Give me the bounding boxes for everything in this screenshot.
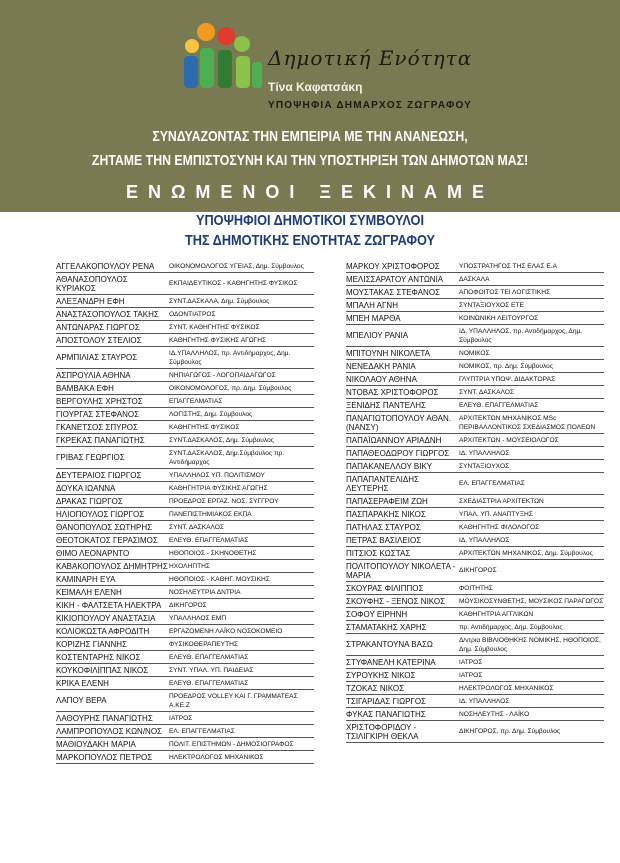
candidate-name: ΘΙΜΟ ΛΕΟΝΑΡΝΤΟ (56, 548, 130, 558)
candidate-occupation: ΔΙΚΗΓΟΡΟΣ (459, 567, 497, 574)
candidate-name: ΜΠΕΗ ΜΑΡΘΑ (346, 313, 401, 323)
candidate-name: ΓΡΙΒΑΣ ΓΕΩΡΓΙΟΣ (56, 453, 125, 462)
candidate-row (56, 625, 314, 638)
candidate-row (56, 690, 314, 712)
candidate-row (56, 295, 314, 308)
candidate-occupation: ΙΑΤΡΟΣ (459, 671, 483, 679)
candidate-occupation: ΚΑΘΗΓΗΤΗΣ ΦΥΣΙΚΟΣ (169, 423, 240, 431)
candidate-occupation: ΝΟΣΗΛΕΥΤΗΣ - ΛΑΪΚΟ (459, 710, 530, 718)
candidate-name: ΣΚΟΥΦΗΣ - ΞΕΝΟΣ ΝΙΚΟΣ (346, 596, 446, 606)
candidate-name: ΓΙΟΥΡΓΑΣ ΣΤΕΦΑΝΟΣ (56, 409, 140, 419)
candidate-row (56, 321, 314, 334)
candidate-name: ΠΑΠΑΪΩΑΝΝΟΥ ΑΡΙΑΔΝΗ (346, 435, 442, 445)
candidate-name: ΜΠΙΤΟΥΝΗ ΝΙΚΟΛΕΤΑ (346, 348, 430, 358)
candidate-occupation: ΣΧΕΔΙΑΣΤΡΙΑ ΑΡΧΙΤΕΚΤΩΝ (459, 497, 544, 505)
candidate-name: ΓΚΡΕΚΑΣ ΠΑΝΑΓΙΩΤΗΣ (56, 435, 145, 445)
candidate-occupation: ΛΟΓΙΣΤΗΣ, Δημ. Σύμβουλος (169, 410, 253, 418)
candidate-name: ΠΑΣΠΑΡΑΚΗΣ ΝΙΚΟΣ (346, 509, 426, 519)
candidate-row (346, 447, 604, 460)
candidate-occupation: ΟΙΚΟΝΟΜΟΛΟΓΟΣ, πρ. Δημ. Σύμβουλος (169, 384, 292, 392)
candidate-name: ΠΑΝΑΓΙΩΤΟΠΟΥΛΟΥ ΑΘΑΝ. (ΝΑΝΣΥ) (346, 413, 451, 432)
section-title-line-1: ΥΠΟΨΗΦΙΟΙ ΔΗΜΟΤΙΚΟΙ ΣΥΜΒΟΥΛΟΙ (195, 212, 425, 229)
candidate-name: ΦΥΚΑΣ ΠΑΝΑΓΙΩΤΗΣ (346, 709, 426, 719)
candidate-row (56, 382, 314, 395)
logo-script-text: Δημοτική Ενότητα (268, 46, 473, 70)
candidate-row (56, 260, 314, 273)
candidate-occupation: ΙΔ. ΥΠΑΛΛΗΛΟΣ (459, 697, 510, 705)
candidate-name: ΝΤΟΒΑΣ ΧΡΙΣΤΟΦΟΡΟΣ (346, 387, 439, 397)
candidate-name: ΔΡΑΚΑΣ ΓΙΩΡΓΟΣ (56, 496, 123, 506)
candidate-name: ΔΟΥΚΑ ΙΩΑΝΝΑ (56, 483, 116, 493)
candidate-name: ΞΕΝΙΔΗΣ ΠΑΝΤΕΛΗΣ (346, 400, 427, 410)
candidate-row (346, 695, 604, 708)
candidate-row (346, 325, 604, 347)
candidate-row (346, 708, 604, 721)
slogan-line-1: ΣΥΝΔΥΑΖΟΝΤΑΣ ΤΗΝ ΕΜΠΕΙΡΙΑ ΜΕ ΤΗΝ ΑΝΑΝΕΩΣΗ, (152, 128, 468, 145)
candidate-occupation: ΥΠΟΣΤΡΑΤΗΓΟΣ ΤΗΣ ΕΛΑΣ Ε.Α (459, 262, 557, 270)
candidate-name: ΚΟΡΙΖΗΣ ΓΙΑΝΝΗΣ (56, 639, 127, 649)
candidate-row (56, 573, 314, 586)
candidate-occupation: ΝΟΜΙΚΟΣ, πρ. Δημ. Σύμβουλος (459, 362, 554, 370)
candidate-occupation: Δ/ντρια ΒΙΒΛΙΟΘΗΚΗΣ ΝΟΜΙΚΗΣ, ΗΘΟΠΟΙΟΣ, Δημ. Σύμβουλος (459, 636, 601, 653)
candidate-name: ΚΑΒΑΚΟΠΟΥΛΟΣ ΔΗΜΗΤΡΗΣ (56, 561, 168, 571)
candidate-occupation: ΣΥΝΤ. ΔΑΣΚΑΛΟΣ (459, 388, 514, 396)
candidate-occupation: ΚΑΘΗΓΗΤΡΙΑ ΑΓΓΛΙΚΩΝ (459, 610, 534, 618)
candidate-row (56, 638, 314, 651)
candidate-row (56, 560, 314, 573)
candidate-occupation: ΣΥΝΤ. ΚΑΘΗΓΗΤΗΣ ΦΥΣΙΚΟΣ (169, 323, 260, 331)
candidate-name: ΠΑΤΗΛΑΣ ΣΤΑΥΡΟΣ (346, 522, 421, 532)
candidate-occupation: ΙΑΤΡΟΣ (169, 714, 193, 722)
candidate-row (346, 634, 604, 656)
candidate-row (346, 534, 604, 547)
candidate-occupation: ΙΔ. ΥΠΑΛΛΗΛΟΣ (459, 449, 510, 457)
candidate-row (56, 334, 314, 347)
candidate-row (346, 260, 604, 273)
candidate-occupation: ΥΠΑΛ. ΥΠ. ΑΝΑΠΤΥΞΗΣ (459, 510, 533, 518)
candidate-name: Τίνα Καφατσάκη (268, 80, 363, 94)
candidate-name: ΑΣΠΡΟΥΛΙΑ ΑΘΗΝΑ (56, 370, 131, 380)
candidate-row (56, 421, 314, 434)
candidate-name: ΛΑΜΠΡΟΠΟΥΛΟΣ ΚΩΝ/ΝΟΣ (56, 726, 162, 736)
candidate-name: ΚΡΙΚΑ ΕΛΕΝΗ (56, 678, 109, 688)
candidate-occupation: ΚΟΙΝΩΝΙΚΗ ΛΕΙΤΟΥΡΓΟΣ (459, 314, 539, 322)
candidate-name: ΠΑΠΑΚΑΝΕΛΛΟΥ ΒΙΚΥ (346, 461, 433, 471)
candidate-occupation: ΦΥΣΙΚΟΘΕΡΑΠΕΥΤΗΣ (169, 640, 238, 648)
candidate-name: ΠΕΤΡΑΣ ΒΑΣΙΛΕΙΟΣ (346, 535, 422, 545)
candidate-occupation: ΜΟΥΣΙΚΟΣΥΝΘΕΤΗΣ, ΜΟΥΣΙΚΟΣ ΠΑΡΑΓΩΓΟΣ (459, 597, 604, 605)
candidate-name: ΧΡΙΣΤΟΦΟΡΙΔΟΥ - ΤΣΙΛΙΓΚΙΡΗ ΘΕΚΛΑ (346, 722, 419, 741)
candidate-occupation: ΦΟΙΤΗΤΗΣ (459, 584, 493, 592)
candidate-name: ΗΛΙΟΠΟΥΛΟΣ ΓΙΩΡΓΟΣ (56, 509, 145, 519)
candidate-occupation: ΣΥΝΤΑΞΙΟΥΧΟΣ (459, 462, 510, 470)
candidate-row (56, 677, 314, 690)
candidate-occupation: ΠΟΛΙΤ. ΕΠΙΣΤΗΜΩΝ - ΔΗΜΟΣΙΟΓΡΑΦΟΣ (169, 740, 294, 748)
candidate-row (56, 369, 314, 382)
candidate-occupation: ΔΑΣΚΑΛΑ (459, 275, 490, 283)
candidate-name: ΒΕΡΓΟΥΛΗΣ ΧΡΗΣΤΟΣ (56, 396, 143, 406)
candidate-occupation: ΥΠΑΛΛΗΛΟΣ ΕΜΠ (169, 614, 227, 622)
candidate-name: ΓΚΑΝΕΤΣΟΣ ΣΠΥΡΟΣ (56, 422, 138, 432)
candidate-name: ΝΙΚΟΛΑΟΥ ΑΘΗΝΑ (346, 374, 417, 384)
candidate-occupation: ΕΛ. ΕΠΑΓΓΕΛΜΑΤΙΑΣ (169, 727, 235, 735)
candidate-occupation: ΕΚΠΑΙΔΕΥΤΙΚΟΣ - ΚΑΘΗΓΗΤΗΣ ΦΥΣΙΚΟΣ (169, 280, 298, 287)
candidate-name: ΜΕΛΙΣΣΑΡΑΤΟΥ ΑΝΤΩΝΙΑ (346, 274, 444, 284)
candidate-occupation: ΚΑΘΗΓΗΤΗΣ ΦΙΛΟΛΟΓΟΣ (459, 523, 540, 531)
candidate-occupation: ΕΛ. ΕΠΑΓΓΕΛΜΑΤΙΑΣ (459, 480, 525, 487)
candidate-row (56, 547, 314, 560)
candidate-occupation: ΗΧΟΛΗΠΤΗΣ (169, 562, 210, 570)
candidate-name: ΣΤΑΜΑΤΑΚΗΣ ΧΑΡΗΣ (346, 622, 427, 632)
candidate-name: ΘΑΝΟΠΟΥΛΟΣ ΣΩΤΗΡΗΣ (56, 522, 153, 532)
candidate-row (346, 460, 604, 473)
candidate-row (346, 273, 604, 286)
candidate-row (56, 521, 314, 534)
candidate-row (56, 751, 314, 764)
candidate-row (56, 347, 314, 369)
candidate-occupation: ΙΔ. ΥΠΑΛΛΗΛΟΣ (459, 536, 510, 544)
candidate-row (346, 286, 604, 299)
candidate-list-left (56, 260, 314, 764)
candidate-name: ΛΑΠΟΥ ΒΕΡΑ (56, 696, 107, 705)
candidate-row (346, 656, 604, 669)
candidate-row (56, 434, 314, 447)
candidate-name: ΚΑΜΙΝΑΡΗ ΕΥΑ (56, 574, 116, 584)
candidate-name: ΛΑΘΟΥΡΗΣ ΠΑΝΑΓΙΩΤΗΣ (56, 713, 153, 723)
candidate-row (56, 447, 314, 469)
candidate-row (56, 664, 314, 677)
candidate-occupation: ΕΛΕΥΘ. ΕΠΑΓΓΕΛΜΑΤΙΑΣ (459, 401, 539, 409)
candidate-name: ΣΟΦΟΥ ΕΙΡΗΝΗ (346, 609, 408, 619)
candidate-occupation: ΔΙΚΗΓΟΡΟΣ (169, 601, 207, 609)
candidate-row (346, 682, 604, 695)
candidate-name: ΜΑΡΚΟΠΟΥΛΟΣ ΠΕΤΡΟΣ (56, 752, 153, 762)
candidate-name: ΜΑΘΙΟΥΔΑΚΗ ΜΑΡΙΑ (56, 739, 136, 749)
motto: ΕΝΩΜΕΝΟΙ ΞΕΚΙΝΑΜΕ (125, 182, 495, 202)
candidate-row (56, 738, 314, 751)
candidate-row (346, 386, 604, 399)
candidate-name: ΚΟΣΤΕΝΤΑΡΗΣ ΝΙΚΟΣ (56, 652, 141, 662)
candidate-name: ΜΟΥΣΤΑΚΑΣ ΣΤΕΦΑΝΟΣ (346, 287, 440, 297)
candidate-occupation: ΝΟΣΗΛΕΥΤΡΙΑ ΔΝΤΡΙΑ (169, 588, 241, 596)
candidate-row (346, 495, 604, 508)
slogan-line-2: ΖΗΤΑΜΕ ΤΗΝ ΕΜΠΙΣΤΟΣΥΝΗ ΚΑΙ ΤΗΝ ΥΠΟΣΤΗΡΙΞΗ ΤΩΝ ΔΗΜΟΤΩΝ ΜΑΣ! (91, 152, 529, 169)
candidate-row (346, 595, 604, 608)
candidate-row (346, 621, 604, 634)
candidate-occupation: ΕΛΕΥΘ. ΕΠΑΓΓΕΛΜΑΤΙΑΣ (169, 679, 249, 687)
candidate-occupation: ΗΛΕΚΤΡΟΛΟΓΟΣ ΜΗΧΑΝΙΚΟΣ (169, 753, 264, 761)
candidate-occupation: ΑΡΧΙΤΕΚΤΩΝ - ΜΟΥΣΕΙΟΛΟΓΟΣ (459, 436, 559, 444)
candidate-occupation: ΑΡΧΙΤΕΚΤΩΝ ΜΗΧΑΝΙΚΟΣ MSc ΠΕΡΙΒΑΛΛΟΝΤΙΚΟΣ ΣΧΕΔΙΑΣΜΟΣ ΠΟΛΕΩΝ (459, 414, 596, 431)
candidate-occupation: ΕΠΑΓΓΕΛΜΑΤΙΑΣ (169, 397, 223, 405)
candidate-name: ΤΣΙΓΑΡΙΔΑΣ ΓΙΩΡΓΟΣ (346, 696, 426, 706)
candidate-name: ΑΘΑΝΑΣΟΠΟΥΛΟΣ ΚΥΡΙΑΚΟΣ (56, 274, 128, 293)
candidate-name: ΝΕΝΕΔΑΚΗ ΡΑΝΙΑ (346, 361, 416, 371)
candidate-occupation: ΗΘΟΠΟΙΟΣ - ΣΚΗΝΟΘΕΤΗΣ (169, 549, 257, 557)
candidate-row (56, 495, 314, 508)
candidate-name: ΑΝΤΩΝΑΡΑΣ ΓΙΩΡΓΟΣ (56, 322, 140, 332)
candidate-row (56, 586, 314, 599)
candidate-name: ΜΠΕΛΙΟΥ ΡΑΝΙΑ (346, 331, 409, 340)
candidate-row (346, 582, 604, 595)
candidate-occupation: ΔΙΚΗΓΟΡΟΣ, πρ. Δημ. Σύμβουλος (459, 728, 561, 735)
candidate-row (56, 469, 314, 482)
candidate-row (56, 508, 314, 521)
candidate-row (56, 599, 314, 612)
candidate-name: ΘΕΟΤΟΚΑΤΟΣ ΓΕΡΑΣΙΜΟΣ (56, 535, 158, 545)
candidate-row (56, 408, 314, 421)
candidate-occupation: ΣΥΝΤ.ΔΑΣΚΑΛΟΣ, Δημ. Σύμβουλος (169, 436, 274, 444)
candidate-name: ΑΓΓΕΛΑΚΟΠΟΥΛΟΥ ΡΕΝΑ (56, 261, 155, 271)
candidate-row (346, 721, 604, 743)
candidate-row (346, 521, 604, 534)
candidate-row (346, 560, 604, 582)
candidate-name: ΠΑΠΑΘΕΟΔΩΡΟΥ ΓΙΩΡΓΟΣ (346, 448, 450, 458)
candidate-occupation: ΠΡΟΕΔΡΟΣ ΕΡΓΑΖ. ΝΟΣ. ΣΥΓΓΡΟΥ (169, 497, 279, 505)
candidate-name: ΠΑΠΑΣΕΡΑΦΕΙΜ ΖΩΗ (346, 496, 428, 506)
candidate-name: ΜΠΑΛΗ ΑΓΝΗ (346, 300, 398, 310)
candidate-row (56, 712, 314, 725)
candidate-row (346, 299, 604, 312)
header-band (0, 0, 620, 212)
candidate-occupation: ΠΑΝΕΠΙΣΤΗΜΙΑΚΟΣ ΕΚΠΑ (169, 510, 252, 518)
candidate-occupation: ΣΥΝΤ.ΔΑΣΚΑΛΟΣ, Δημ.Σύμβουλος πρ. Αντιδήμαρχος (169, 449, 285, 466)
candidate-name: ΠΙΤΣΙΟΣ ΚΩΣΤΑΣ (346, 548, 411, 558)
candidate-row (346, 412, 604, 434)
candidate-name: ΠΑΠΑΠΑΝΤΕΛΙΔΗΣ ΛΕΥΤΕΡΗΣ (346, 474, 419, 493)
candidate-name: ΒΑΜΒΑΚΑ ΕΦΗ (56, 383, 114, 393)
candidate-occupation: ΙΔ.ΥΠΑΛΛΗΛΟΣ, πρ. Αντιδήμαρχος, Δημ. Σύμβουλος (169, 349, 291, 366)
candidate-name: ΔΕΥΤΕΡΑΙΟΣ ΓΙΩΡΓΟΣ (56, 470, 142, 480)
candidate-occupation: ΣΥΝΤ. ΔΑΣΚΑΛΟΣ (169, 523, 224, 531)
candidate-occupation: ΓΛΥΠΤΡΙΑ ΥΠΟΨ. ΔΙΔΑΚΤΟΡΑΣ (459, 375, 556, 383)
candidate-occupation: ΣΥΝΤ.ΔΑΣΚΑΛΑ, Δημ. Σύμβουλος (169, 297, 270, 305)
candidate-row (346, 547, 604, 560)
candidate-occupation: ΝΟΜΙΚΟΣ (459, 349, 490, 357)
section-title-line-2: ΤΗΣ ΔΗΜΟΤΙΚΗΣ ΕΝΟΤΗΤΑΣ ΖΩΓΡΑΦΟΥ (184, 232, 436, 249)
candidate-occupation: ΕΛΕΥΘ. ΕΠΑΓΓΕΛΜΑΤΙΑΣ (169, 653, 249, 661)
candidate-occupation: ΝΗΠΙΑΓΩΓΟΣ - ΛΟΓΟΠΑΙΔΑΓΩΓΟΣ (169, 371, 276, 379)
candidate-row (56, 395, 314, 408)
candidate-occupation: ΗΘΟΠΟΙΟΣ - ΚΑΘΗΓ. ΜΟΥΣΙΚΗΣ (169, 575, 270, 583)
candidate-name: ΣΥΡΟΥΚΗΣ ΝΙΚΟΣ (346, 670, 416, 680)
candidate-row (346, 312, 604, 325)
candidate-subtitle: ΥΠΟΨΗΦΙΑ ΔΗΜΑΡΧΟΣ ΖΩΓΡΑΦΟΥ (268, 100, 473, 111)
candidate-name: ΚΕΙΜΑΛΗ ΕΛΕΝΗ (56, 587, 122, 597)
candidate-row (56, 725, 314, 738)
candidate-occupation: ΙΑΤΡΟΣ (459, 658, 483, 666)
candidate-row (56, 612, 314, 625)
candidate-row (56, 482, 314, 495)
candidate-name: ΑΠΟΣΤΟΛΟΥ ΣΤΕΛΙΟΣ (56, 335, 142, 345)
candidate-name: ΚΙΚΗ - ΦΑΛΤΣΕΤΑ ΗΛΕΚΤΡΑ (56, 600, 162, 610)
candidate-row (346, 373, 604, 386)
candidate-row (346, 473, 604, 495)
candidate-name: ΑΡΜΠΙΛΙΑΣ ΣΤΑΥΡΟΣ (56, 353, 138, 362)
candidate-occupation: ΙΔ. ΥΠΑΛΛΗΛΟΣ, πρ. Αντιδήμαρχος, Δημ. Σύμβουλος (459, 327, 583, 344)
candidate-list-right (346, 260, 604, 743)
candidate-occupation: πρ. Αντιδήμαρχος, Δημ. Σύμβουλος (459, 623, 563, 631)
candidate-name: ΑΛΕΞΑΝΔΡΗ ΕΦΗ (56, 296, 125, 306)
candidate-occupation: ΑΠΟΦΟΙΤΟΣ ΤΕΙ ΛΟΓΙΣΤΙΚΗΣ (459, 288, 551, 296)
candidate-name: ΚΟΛΙΟΚΩΣΤΑ ΑΦΡΟΔΙΤΗ (56, 626, 150, 636)
candidate-row (346, 508, 604, 521)
candidate-occupation: ΚΑΘΗΓΗΤΗΣ ΦΥΣΙΚΗΣ ΑΓΩΓΗΣ (169, 336, 267, 344)
candidate-name: ΚΟΥΚΟΦΙΛΙΠΠΑΣ ΝΙΚΟΣ (56, 665, 149, 675)
candidate-occupation: ΗΛΕΚΤΡΟΛΟΓΟΣ ΜΗΧΑΝΙΚΟΣ (459, 684, 554, 692)
candidate-row (56, 651, 314, 664)
candidate-row (56, 273, 314, 295)
candidate-occupation: ΟΙΚΟΝΟΜΟΛΟΓΟΣ ΥΓΕΙΑΣ, Δημ. Σύμβουλος (169, 262, 304, 270)
candidate-name: ΑΝΑΣΤΑΣΟΠΟΥΛΟΣ ΤΑΚΗΣ (56, 309, 159, 319)
logo-figures-icon (180, 18, 270, 98)
candidate-name: ΚΙΚΙΟΠΟΥΛΟΥ ΑΝΑΣΤΑΣΙΑ (56, 613, 156, 623)
candidate-row (346, 669, 604, 682)
candidate-occupation: ΕΡΓΑΖΟΜΕΝΗ ΛΑΪΚΟ ΝΟΣΟΚΟΜΕΙΟ (169, 627, 283, 635)
candidate-name: ΜΑΡΚΟΥ ΧΡΙΣΤΟΦΟΡΟΣ (346, 261, 440, 271)
candidate-row (56, 308, 314, 321)
candidate-occupation: ΑΡΧΙΤΕΚΤΩΝ ΜΗΧΑΝΙΚΟΣ, Δημ. Σύμβουλος (459, 549, 593, 557)
candidate-occupation: ΚΑΘΗΓΗΤΡΙΑ ΦΥΣΙΚΗΣ ΑΓΩΓΗΣ (169, 484, 268, 492)
candidate-row (346, 360, 604, 373)
candidate-name: ΣΤΡΑΚΑΝΤΟΥΝΑ ΒΑΣΩ (346, 640, 433, 649)
candidate-occupation: ΣΥΝΤΑΞΙΟΥΧΟΣ ΕΤΕ (459, 301, 524, 309)
candidate-occupation: ΟΔΟΝΤΙΑΤΡΟΣ (169, 310, 216, 318)
candidate-row (346, 399, 604, 412)
candidate-name: ΠΟΛΙΤΟΠΟΥΛΟΥ ΝΙΚΟΛΕΤΑ - ΜΑΡΙΑ (346, 561, 456, 580)
candidate-row (346, 347, 604, 360)
candidate-occupation: ΥΠΑΛΛΗΛΟΣ ΥΠ. ΠΟΛΙΤΙΣΜΟΥ (169, 471, 265, 479)
candidate-name: ΣΤΥΦΑΝΕΛΗ ΚΑΤΕΡΙΝΑ (346, 657, 436, 667)
candidate-name: ΤΖΟΚΑΣ ΝΙΚΟΣ (346, 683, 405, 693)
candidate-row (346, 434, 604, 447)
candidate-occupation: ΠΡΟΕΔΡΟΣ VOLLEY ΚΑΙ Γ. ΓΡΑΜΜΑΤΕΑΣ Α.ΚΕ.Ζ (169, 692, 298, 709)
candidate-name: ΣΚΟΥΡΑΣ ΦΙΛΙΠΠΟΣ (346, 583, 424, 593)
candidate-row (346, 608, 604, 621)
candidate-row (56, 534, 314, 547)
candidate-occupation: ΕΛΕΥΘ. ΕΠΑΓΓΕΛΜΑΤΙΑΣ (169, 536, 249, 544)
candidate-occupation: ΣΥΝΤ. ΥΠΑΛ. ΥΠ. ΠΑΙΔΕΙΑΣ (169, 666, 254, 674)
